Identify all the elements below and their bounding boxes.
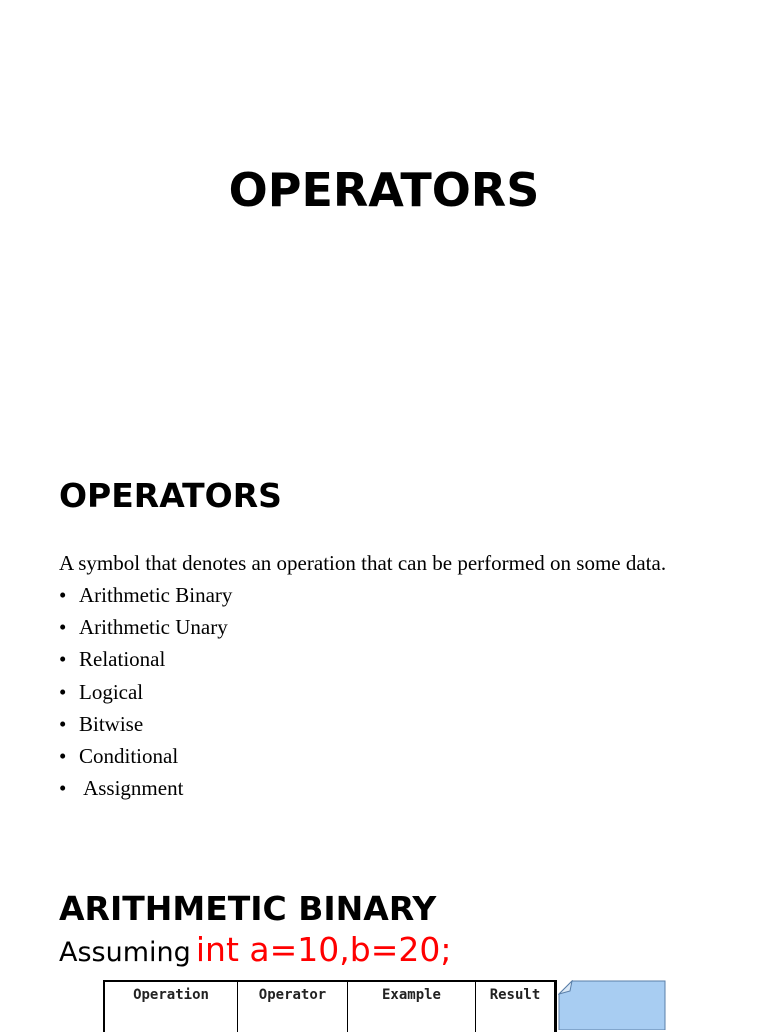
list-item-label: Arithmetic Binary <box>79 583 233 607</box>
list-item-label: Logical <box>79 679 144 704</box>
assumption-code: int a=10,b=20; <box>195 930 452 969</box>
list-item-label: Relational <box>79 647 166 672</box>
arithmetic-operators-table <box>103 980 557 1032</box>
assuming-label: Assuming <box>59 937 191 968</box>
bullet-icon: • <box>59 743 67 768</box>
list-item <box>59 582 232 614</box>
list-item-label: Arithmetic Unary <box>79 615 228 640</box>
column-header-operator: Operator <box>238 981 348 1032</box>
bullet-icon: • <box>59 583 67 607</box>
list-item <box>59 775 232 807</box>
bullet-icon: • <box>59 615 67 640</box>
table-header-row <box>104 981 556 1032</box>
bullet-icon: • <box>59 711 67 736</box>
list-item <box>59 711 232 743</box>
bullet-icon: • <box>59 647 67 672</box>
list-item <box>59 614 232 646</box>
folded-note-shape <box>558 980 666 1030</box>
operator-types-list <box>59 582 232 807</box>
column-header-example: Example <box>348 981 476 1032</box>
list-item-label: Conditional <box>79 743 179 768</box>
column-header-operation: Operation <box>104 981 238 1032</box>
bullet-icon: • <box>59 776 67 801</box>
list-item <box>59 646 232 678</box>
list-item <box>59 679 232 711</box>
bullet-icon: • <box>59 679 67 704</box>
list-item <box>59 743 232 775</box>
arithmetic-binary-heading: ARITHMETIC BINARY <box>59 889 437 928</box>
list-item-label: Bitwise <box>79 711 144 736</box>
operators-definition: A symbol that denotes an operation that can be performed on some data. <box>59 551 667 575</box>
operators-heading: OPERATORS <box>59 476 282 515</box>
list-item-label: Assignment <box>79 776 184 801</box>
assumption-line <box>59 930 451 969</box>
slide-title: OPERATORS <box>228 163 540 217</box>
column-header-result: Result <box>489 987 541 1003</box>
